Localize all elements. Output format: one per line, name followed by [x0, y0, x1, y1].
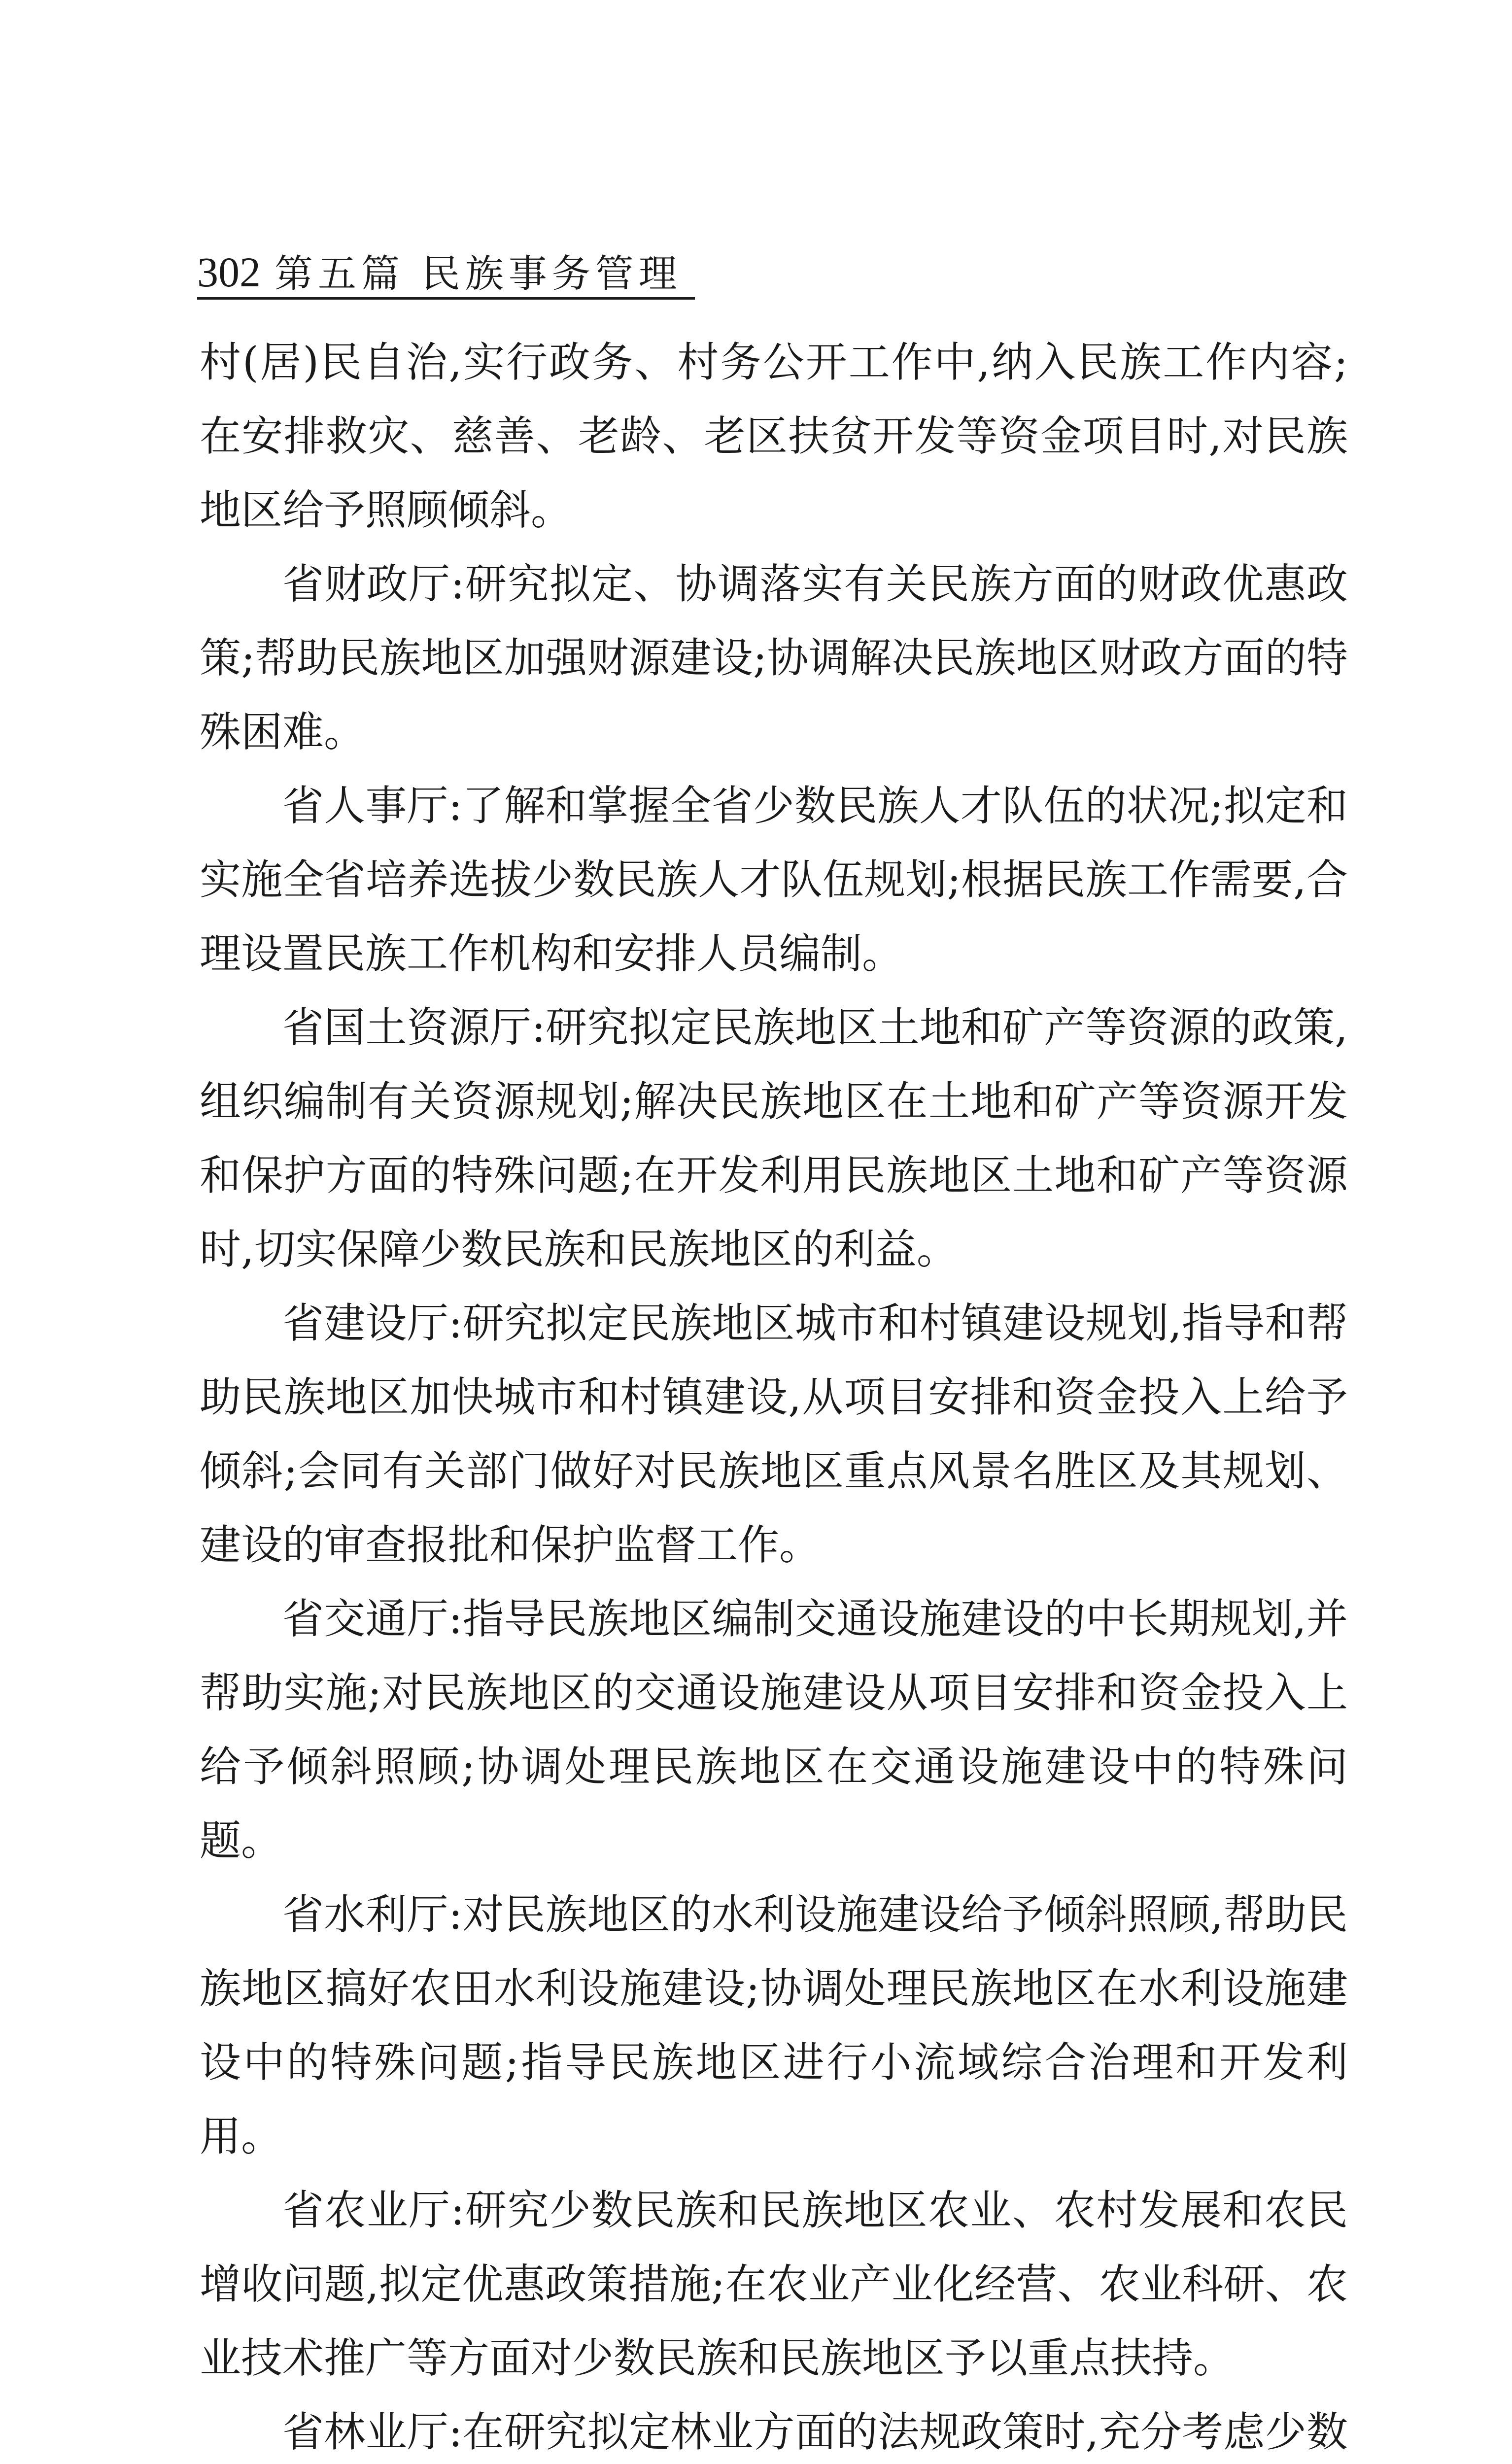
paragraph-construction-dept: 省建设厅:研究拟定民族地区城市和村镇建设规划,指导和帮助民族地区加快城市和村镇建设,从项目安排和资金投入上给予倾斜;会同有关部门做好对民族地区重点风景名胜区及其规划、建设的审查报批和保护监督工作。: [200, 1299, 1348, 1569]
page-number: 302: [197, 248, 261, 296]
paragraph-water-dept: 省水利厅:对民族地区的水利设施建设给予倾斜照顾,帮助民族地区搞好农田水利设施建设;协调处理民族地区在水利设施建设中的特殊问题;指导民族地区进行小流域综合治理和开发利用。: [200, 1890, 1348, 2160]
paragraph-agriculture-dept: 省农业厅:研究少数民族和民族地区农业、农村发展和农民增收问题,拟定优惠政策措施;在农业产业化经营、农业科研、农业技术推广等方面对少数民族和民族地区予以重点扶持。: [200, 2186, 1348, 2382]
paragraph-finance-dept: 省财政厅:研究拟定、协调落实有关民族方面的财政优惠政策;帮助民族地区加强财源建设;协调解决民族地区财政方面的特殊困难。: [200, 560, 1348, 756]
paragraph-continued: 村(居)民自治,实行政务、村务公开工作中,纳入民族工作内容;在安排救灾、慈善、老龄、老区扶贫开发等资金项目时,对民族地区给予照顾倾斜。: [200, 338, 1348, 534]
paragraph-personnel-dept: 省人事厅:了解和掌握全省少数民族人才队伍的状况;拟定和实施全省培养选拔少数民族人才队伍规划;根据民族工作需要,合理设置民族工作机构和安排人员编制。: [200, 782, 1348, 978]
paragraph-forestry-dept: 省林业厅:在研究拟定林业方面的法规政策时,充分考虑少数: [282, 2408, 1348, 2456]
running-header: [197, 236, 695, 300]
paragraph-transport-dept: 省交通厅:指导民族地区编制交通设施建设的中长期规划,并帮助实施;对民族地区的交通设施建设从项目安排和资金投入上给予倾斜照顾;协调处理民族地区在交通设施建设中的特殊问题。: [200, 1595, 1348, 1865]
section-title: 第五篇 民族事务管理: [275, 252, 682, 296]
paragraph-land-resources-dept: 省国土资源厅:研究拟定民族地区土地和矿产等资源的政策,组织编制有关资源规划;解决民族地区在土地和矿产等资源开发和保护方面的特殊问题;在开发利用民族地区土地和矿产等资源时,切实保障少数民族和民族地区的利益。: [200, 1003, 1348, 1273]
body-text: [200, 325, 1348, 2464]
